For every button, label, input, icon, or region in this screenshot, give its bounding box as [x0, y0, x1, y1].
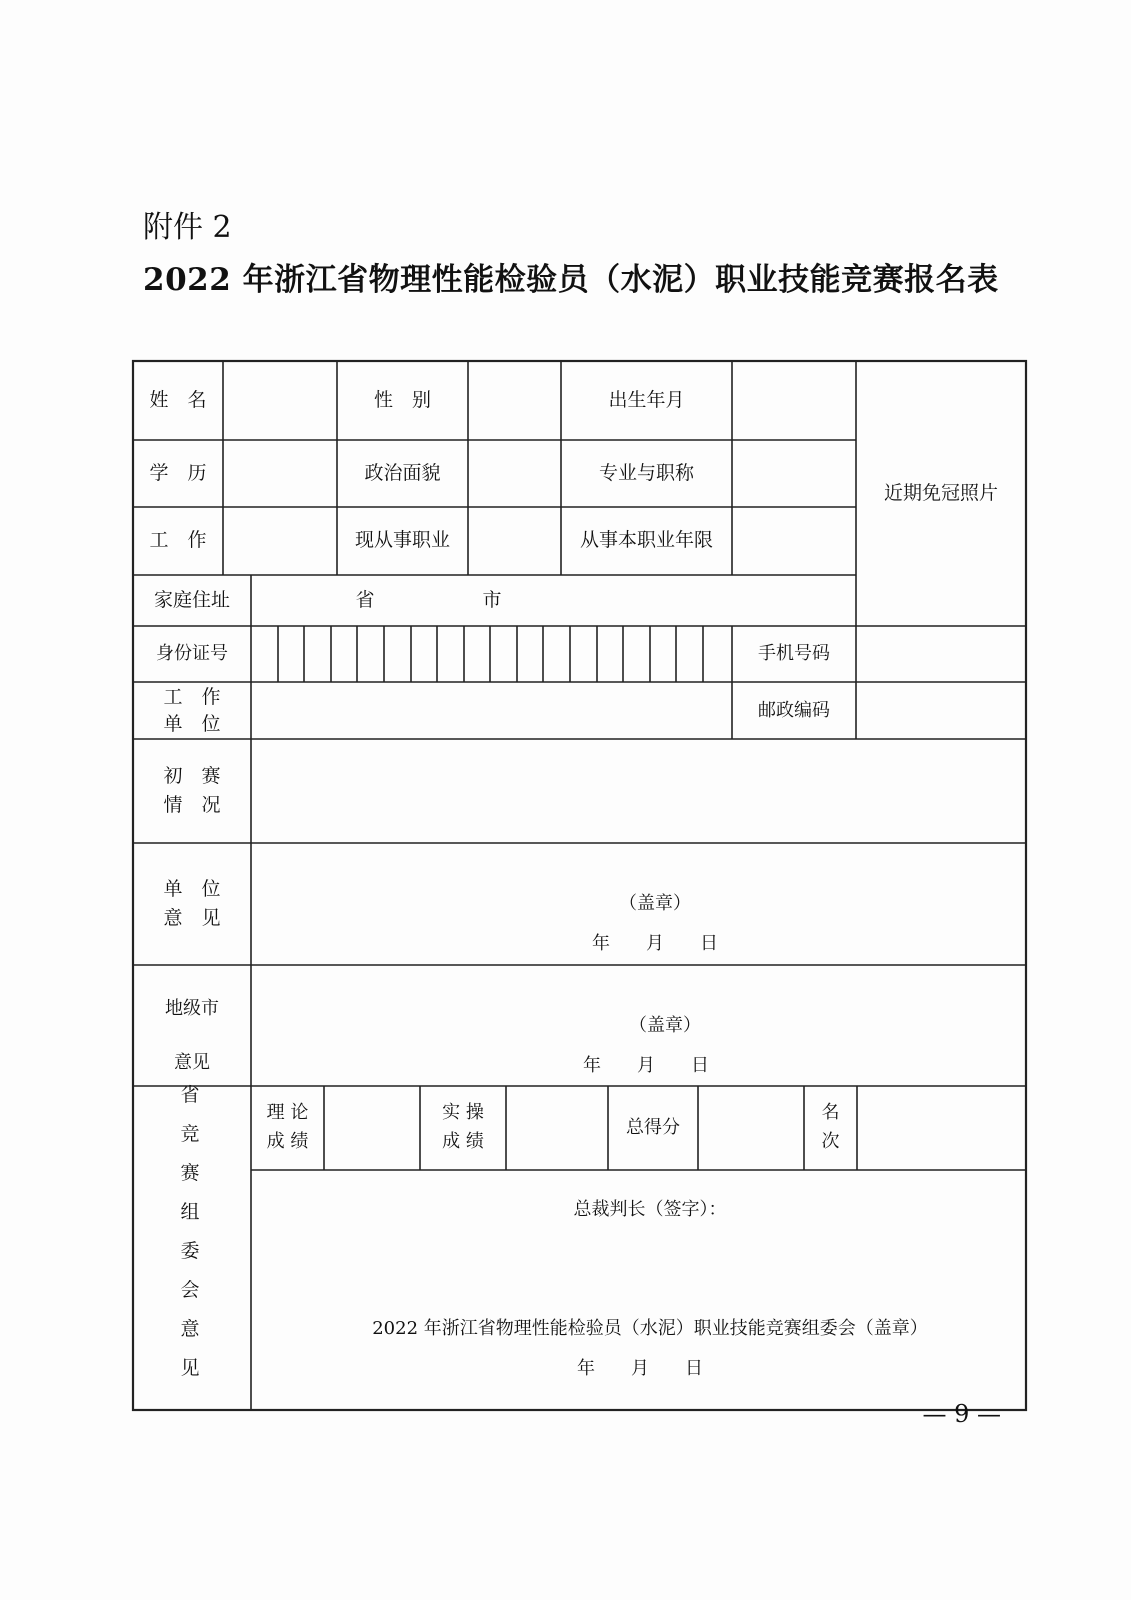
label-rank-line2: 次 — [821, 1131, 840, 1152]
committee-char: 意 — [180, 1318, 200, 1340]
committee-char: 会 — [180, 1279, 200, 1301]
label-name: 姓 名 — [149, 388, 207, 411]
major-title-field[interactable] — [732, 440, 856, 507]
committee-char: 赛 — [180, 1162, 200, 1184]
label-unit-opinion-line2: 意 见 — [163, 907, 221, 929]
page-number: — 9 — — [922, 1400, 1001, 1428]
employer-field[interactable] — [251, 682, 732, 739]
name-field[interactable] — [223, 361, 337, 440]
label-phone: 手机号码 — [758, 643, 830, 665]
unit-seal: （盖章） — [619, 893, 691, 915]
photo-box[interactable] — [856, 361, 1026, 626]
birth-field[interactable] — [732, 361, 856, 440]
label-current-job: 现从事职业 — [354, 529, 450, 552]
committee-char: 委 — [180, 1240, 200, 1262]
address-field[interactable] — [251, 575, 856, 626]
city-date: 年 月 日 — [583, 1055, 709, 1077]
label-postal-code: 邮政编码 — [758, 699, 830, 721]
label-gender: 性 别 — [373, 388, 431, 411]
committee-char: 竞 — [180, 1123, 200, 1145]
label-birth: 出生年月 — [608, 388, 685, 411]
label-unit-opinion — [133, 843, 251, 965]
label-practical — [420, 1086, 506, 1170]
label-employer-line1: 工 作 — [163, 685, 221, 708]
work-field[interactable] — [223, 507, 337, 575]
label-prelim-line2: 情 况 — [163, 794, 221, 816]
attachment-label: 附件 2 — [143, 210, 232, 245]
label-province-committee — [150, 1080, 230, 1380]
label-practical-line1: 实 操 — [442, 1102, 484, 1124]
label-city-opinion-line1: 地级市 — [165, 998, 219, 1020]
city-seal: （盖章） — [629, 1015, 701, 1037]
label-major-title: 专业与职称 — [598, 461, 694, 484]
label-total-score: 总得分 — [626, 1117, 680, 1139]
label-province: 省 — [355, 588, 375, 611]
label-education: 学 历 — [149, 461, 207, 484]
total-score-field[interactable] — [698, 1086, 804, 1170]
label-politics: 政治面貌 — [364, 461, 441, 484]
label-id-number: 身份证号 — [156, 643, 228, 665]
committee-char: 见 — [180, 1357, 200, 1379]
label-work: 工 作 — [149, 529, 207, 552]
id-number-boxes[interactable] — [251, 626, 732, 682]
current-job-field[interactable] — [468, 507, 561, 575]
chief-judge-signature: 总裁判长（签字）： — [573, 1199, 727, 1221]
practical-score-field[interactable] — [506, 1086, 608, 1170]
politics-field[interactable] — [468, 440, 561, 507]
form-title: 2022 年浙江省物理性能检验员（水泥）职业技能竞赛报名表 — [143, 262, 999, 298]
label-theory-line2: 成 绩 — [266, 1131, 309, 1152]
label-rank-line1: 名 — [821, 1102, 840, 1124]
committee-char: 省 — [180, 1084, 200, 1106]
job-years-field[interactable] — [732, 507, 856, 575]
committee-seal: 2022 年浙江省物理性能检验员（水泥）职业技能竞赛组委会（盖章） — [372, 1318, 928, 1340]
label-city-opinion-line2: 意见 — [174, 1052, 210, 1074]
label-unit-opinion-line1: 单 位 — [163, 877, 221, 900]
committee-date: 年 月 日 — [577, 1358, 703, 1380]
label-theory — [251, 1086, 324, 1170]
label-prelim — [133, 739, 251, 843]
label-theory-line1: 理 论 — [266, 1102, 309, 1124]
phone-field[interactable] — [856, 626, 1026, 682]
label-employer — [133, 682, 251, 739]
label-rank — [804, 1086, 857, 1170]
label-city: 市 — [482, 588, 502, 611]
label-address: 家庭住址 — [153, 588, 230, 611]
rank-field[interactable] — [857, 1086, 1026, 1170]
gender-field[interactable] — [468, 361, 561, 440]
theory-score-field[interactable] — [324, 1086, 420, 1170]
prelim-field[interactable] — [251, 739, 1026, 843]
unit-date: 年 月 日 — [592, 933, 718, 955]
label-job-years: 从事本职业年限 — [579, 529, 713, 552]
postal-code-field[interactable] — [856, 682, 1026, 739]
label-prelim-line1: 初 赛 — [163, 764, 221, 787]
label-practical-line2: 成 绩 — [442, 1131, 484, 1152]
label-employer-line2: 单 位 — [163, 712, 221, 735]
label-photo: 近期免冠照片 — [883, 481, 998, 504]
committee-char: 组 — [180, 1201, 200, 1223]
education-field[interactable] — [223, 440, 337, 507]
